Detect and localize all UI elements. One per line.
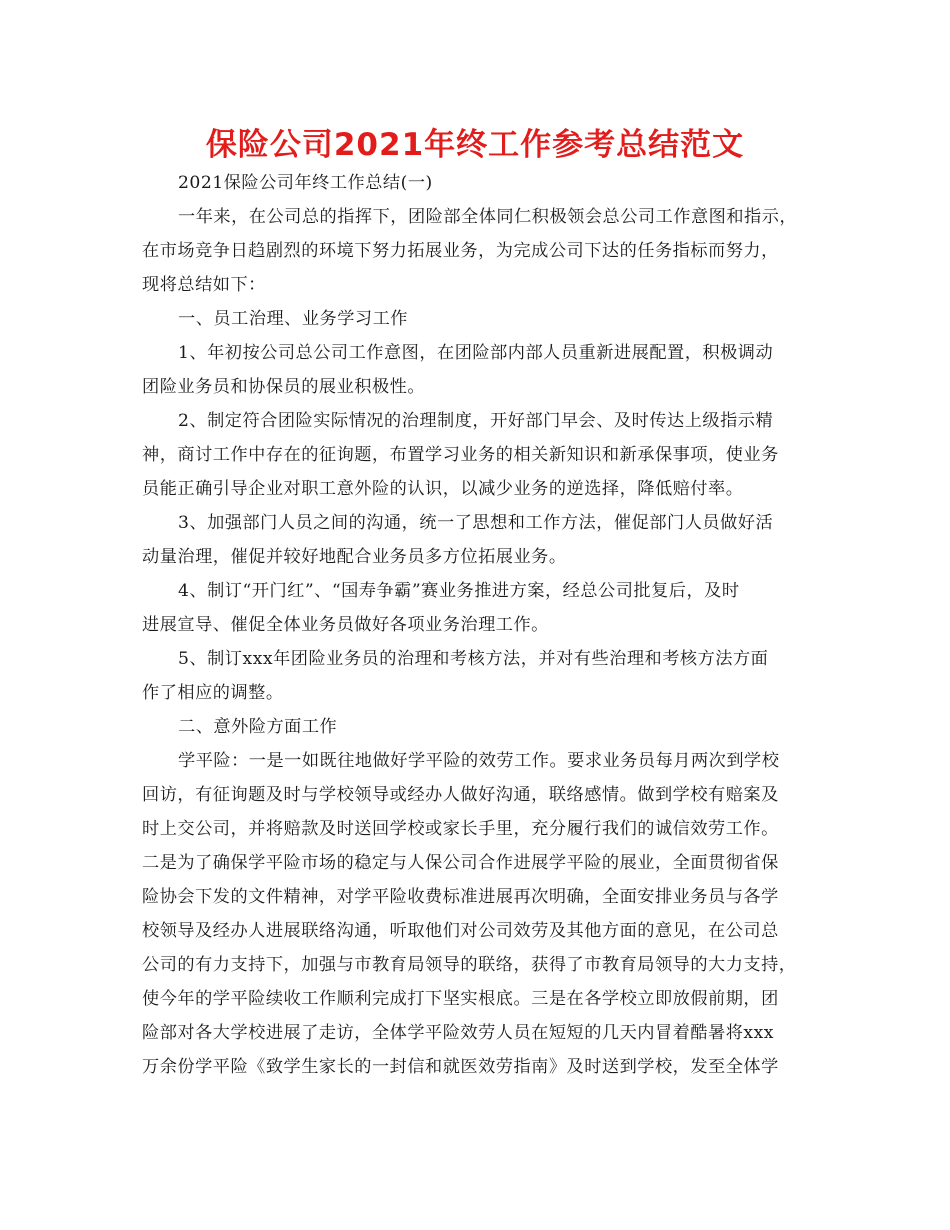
- document-body: [142, 166, 832, 1084]
- text-line: 万余份学平险《致学生家长的一封信和就医效劳指南》及时送到学校，发至全体学: [142, 1057, 779, 1077]
- text-line: 回访，有征询题及时与学校领导或经办人做好沟通，联络感情。做到学校有赔案及: [142, 785, 779, 805]
- document-title: 保险公司2021年终工作参考总结范文: [205, 127, 745, 163]
- text-line: 二是为了确保学平险市场的稳定与人保公司合作进展学平险的展业，全面贯彻省保: [142, 853, 779, 873]
- text-line: 动量治理，催促并较好地配合业务员多方位拓展业务。: [142, 547, 567, 567]
- text-line: 一、员工治理、业务学习工作: [178, 309, 408, 329]
- text-line: 一年来，在公司总的指挥下，团险部全体同仁积极领会总公司工作意图和指示，: [178, 207, 798, 227]
- text-line: 神，商讨工作中存在的征询题，布置学习业务的相关新知识和新承保事项，使业务: [142, 445, 779, 465]
- text-line: 二、意外险方面工作: [178, 717, 338, 737]
- text-line: 公司的有力支持下，加强与市教育局领导的联络，获得了市教育局领导的大力支持，: [142, 955, 797, 975]
- text-line: 学平险：一是一如既往地做好学平险的效劳工作。要求业务员每月两次到学校: [178, 751, 780, 771]
- text-line: 3、加强部门人员之间的沟通，统一了思想和工作方法，催促部门人员做好活: [178, 513, 774, 533]
- text-line: 4、制订“开门红”、“国寿争霸”赛业务推进方案，经总公司批复后，及时: [178, 581, 740, 601]
- text-line: 1、年初按公司总公司工作意图，在团险部内部人员重新进展配置，积极调动: [178, 343, 774, 363]
- text-line: 在市场竞争日趋剧烈的环境下努力拓展业务，为完成公司下达的任务指标而努力，: [142, 241, 779, 261]
- text-line: 2021保险公司年终工作总结(一): [178, 173, 433, 193]
- text-line: 作了相应的调整。: [142, 683, 284, 703]
- text-line: 团险业务员和协保员的展业积极性。: [142, 377, 426, 397]
- text-line: 时上交公司，并将赔款及时送回学校或家长手里，充分履行我们的诚信效劳工作。: [142, 819, 779, 839]
- text-line: 现将总结如下：: [142, 275, 266, 295]
- text-line: 进展宣导、催促全体业务员做好各项业务治理工作。: [142, 615, 549, 635]
- text-line: 险部对各大学校进展了走访，全体学平险效劳人员在短短的几天内冒着酷暑将xxx: [142, 1023, 774, 1043]
- text-line: 2、制定符合团险实际情况的治理制度，开好部门早会、及时传达上级指示精: [178, 411, 774, 431]
- text-line: 使今年的学平险续收工作顺利完成打下坚实根底。三是在各学校立即放假前期，团: [142, 989, 779, 1009]
- text-line: 校领导及经办人进展联络沟通，听取他们对公司效劳及其他方面的意见，在公司总: [142, 921, 779, 941]
- text-line: 险协会下发的文件精神，对学平险收费标准进展再次明确，全面安排业务员与各学: [142, 887, 779, 907]
- text-line: 员能正确引导企业对职工意外险的认识，以减少业务的逆选择，降低赔付率。: [142, 479, 744, 499]
- text-line: 5、制订xxx年团险业务员的治理和考核方法，并对有些治理和考核方法方面: [178, 649, 769, 669]
